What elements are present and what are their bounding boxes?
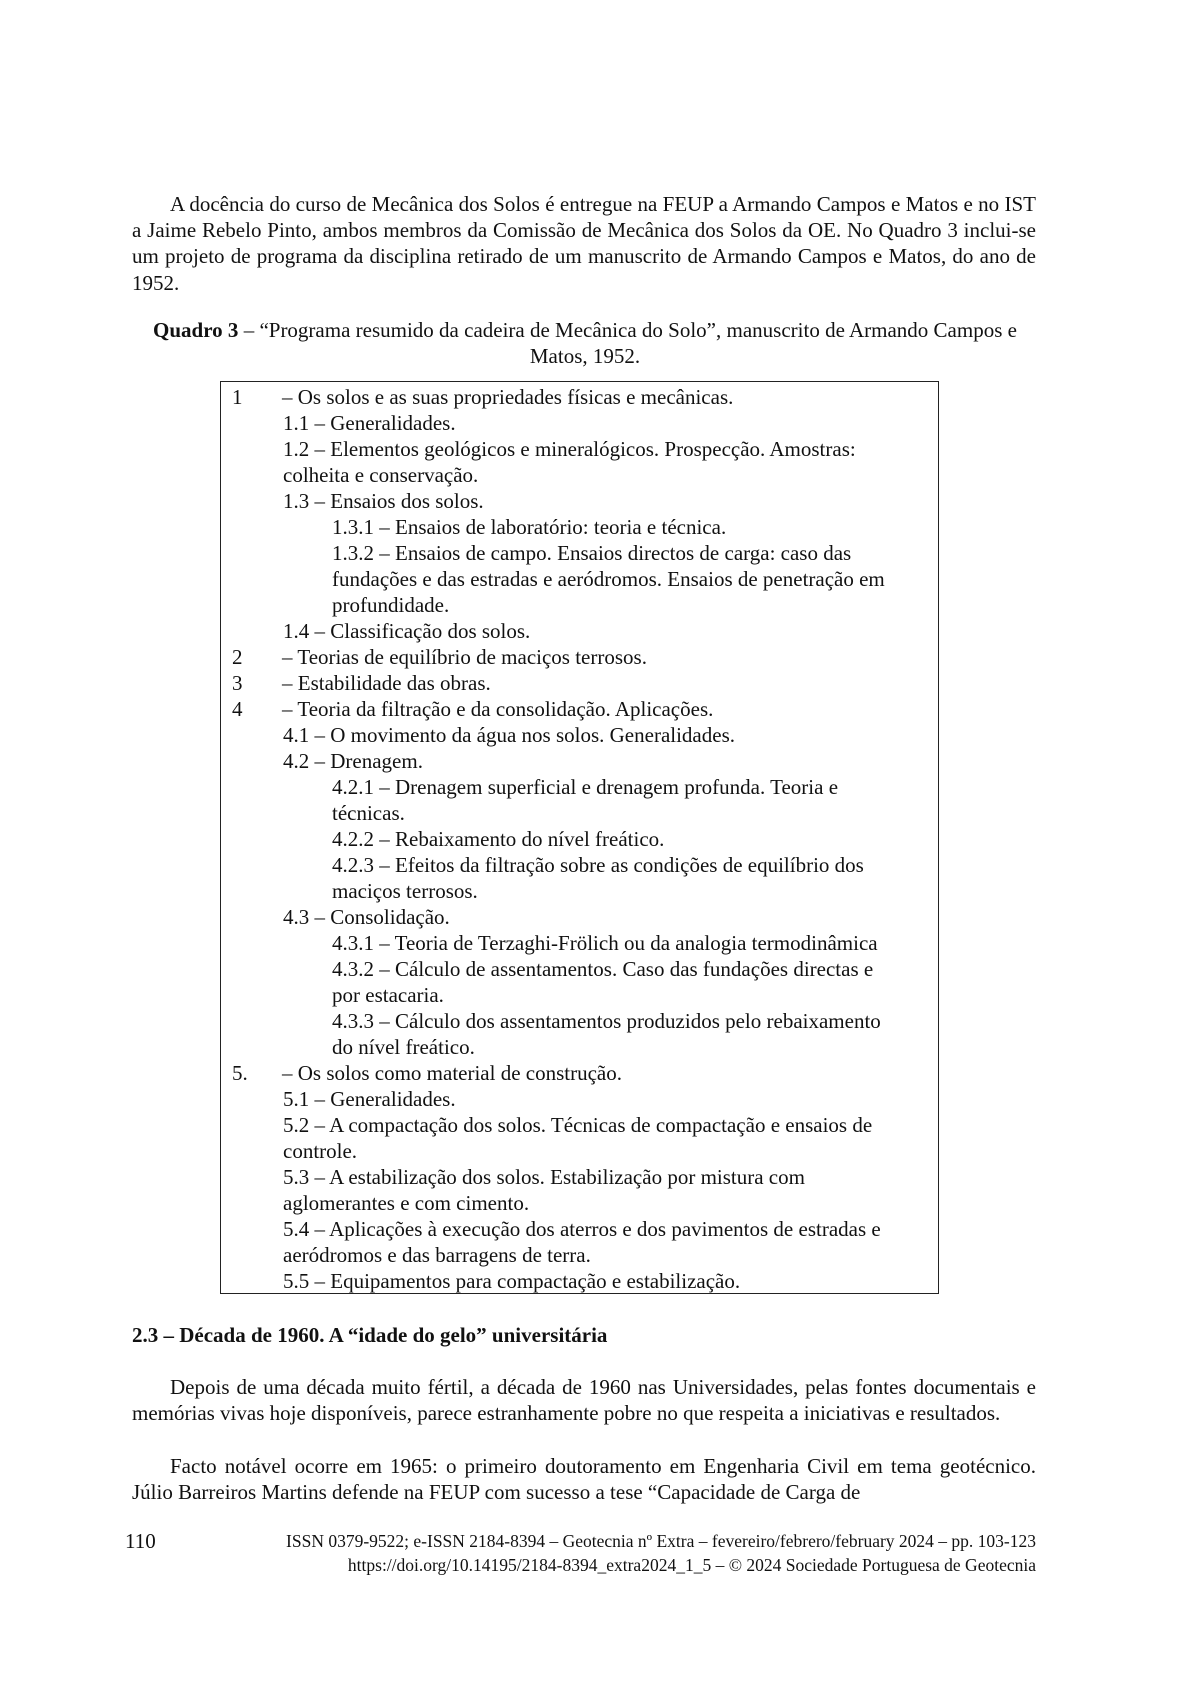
program-line: controle. bbox=[283, 1139, 358, 1163]
program-line: 5.2 – A compactação dos solos. Técnicas de compactação e ensaios de bbox=[283, 1113, 873, 1137]
program-line: do nível freático. bbox=[332, 1035, 475, 1059]
item-number: 3 bbox=[232, 671, 243, 695]
program-line: maciços terrosos. bbox=[332, 879, 478, 903]
program-line: – Teorias de equilíbrio de maciços terrosos. bbox=[282, 645, 647, 669]
item-number: 2 bbox=[232, 645, 243, 669]
program-line: 1.3 – Ensaios dos solos. bbox=[283, 489, 484, 513]
body-paragraph: Facto notável ocorre em 1965: o primeiro doutoramento em Engenharia Civil em tema geotécnico. Júlio Barreiros Martins defende na FEUP com sucesso a tese “Capacidade de Carga de bbox=[132, 1454, 1036, 1505]
program-line: 4.2.1 – Drenagem superficial e drenagem profunda. Teoria e bbox=[332, 775, 839, 799]
program-line: técnicas. bbox=[332, 801, 405, 825]
intro-paragraph: A docência do curso de Mecânica dos Solos é entregue na FEUP a Armando Campos e Matos e no IST a Jaime Rebelo Pinto, ambos membros da Comissão de Mecânica dos Solos da OE. No Quadro 3 inclui-se um projeto de programa da disciplina retirado de um manuscrito de Armando Campos e Matos, do ano de 1952. bbox=[132, 192, 1036, 295]
caption-text: – “Programa resumido da cadeira de Mecânica do Solo”, manuscrito de Armando Campos e Matos, 1952. bbox=[238, 318, 1017, 368]
program-line: 5.4 – Aplicações à execução dos aterros e dos pavimentos de estradas e bbox=[283, 1217, 881, 1241]
program-line: 1.1 – Generalidades. bbox=[283, 411, 456, 435]
program-line: 1.3.1 – Ensaios de laboratório: teoria e técnica. bbox=[332, 515, 727, 539]
program-line: 1.3.2 – Ensaios de campo. Ensaios directos de carga: caso das bbox=[332, 541, 852, 565]
program-line: – Os solos como material de construção. bbox=[282, 1061, 622, 1085]
program-line: 4.3.3 – Cálculo dos assentamentos produzidos pelo rebaixamento bbox=[332, 1009, 881, 1033]
program-line: 4.3 – Consolidação. bbox=[283, 905, 450, 929]
program-line: 5.3 – A estabilização dos solos. Estabilização por mistura com bbox=[283, 1165, 805, 1189]
program-line: fundações e das estradas e aeródromos. Ensaios de penetração em bbox=[332, 567, 885, 591]
program-line: 4.2 – Drenagem. bbox=[283, 749, 423, 773]
program-line: 4.1 – O movimento da água nos solos. Generalidades. bbox=[283, 723, 735, 747]
program-line: – Os solos e as suas propriedades físicas e mecânicas. bbox=[282, 385, 734, 409]
program-line: colheita e conservação. bbox=[283, 463, 479, 487]
program-line: por estacaria. bbox=[332, 983, 444, 1007]
item-number: 4 bbox=[232, 697, 243, 721]
program-line: aglomerantes e com cimento. bbox=[283, 1191, 530, 1215]
caption-label: Quadro 3 bbox=[153, 318, 239, 342]
program-line: 1.2 – Elementos geológicos e mineralógicos. Prospecção. Amostras: bbox=[283, 437, 856, 461]
program-line: 4.3.1 – Teoria de Terzaghi-Frölich ou da analogia termodinâmica bbox=[332, 931, 878, 955]
footer-doi-line: https://doi.org/10.14195/2184-8394_extra2024_1_5 – © 2024 Sociedade Portuguesa de Geotecnia bbox=[347, 1555, 1036, 1575]
program-line: profundidade. bbox=[332, 593, 450, 617]
table-caption bbox=[150, 317, 1020, 369]
program-line: aeródromos e das barragens de terra. bbox=[283, 1243, 591, 1267]
program-line: 1.4 – Classificação dos solos. bbox=[283, 619, 531, 643]
page-number: 110 bbox=[125, 1529, 156, 1553]
item-number: 5. bbox=[232, 1061, 248, 1085]
program-line: – Teoria da filtração e da consolidação. Aplicações. bbox=[282, 697, 714, 721]
program-line: – Estabilidade das obras. bbox=[282, 671, 491, 695]
body-paragraph: Depois de uma década muito fértil, a década de 1960 nas Universidades, pelas fontes documentais e memórias vivas hoje disponíveis, parece estranhamente pobre no que respeita a iniciativas e resultados. bbox=[132, 1375, 1036, 1426]
item-number: 1 bbox=[232, 385, 243, 409]
program-line: 4.2.2 – Rebaixamento do nível freático. bbox=[332, 827, 665, 851]
program-line: 5.1 – Generalidades. bbox=[283, 1087, 456, 1111]
program-line: 5.5 – Equipamentos para compactação e estabilização. bbox=[283, 1269, 741, 1293]
footer-issn-line: ISSN 0379-9522; e-ISSN 2184-8394 – Geotecnia nº Extra – fevereiro/febrero/february 2024 – pp. 103-123 bbox=[286, 1531, 1036, 1551]
program-line: 4.2.3 – Efeitos da filtração sobre as condições de equilíbrio dos bbox=[332, 853, 864, 877]
program-line: 4.3.2 – Cálculo de assentamentos. Caso das fundações directas e bbox=[332, 957, 874, 981]
section-heading: 2.3 – Década de 1960. A “idade do gelo” universitária bbox=[132, 1323, 608, 1347]
